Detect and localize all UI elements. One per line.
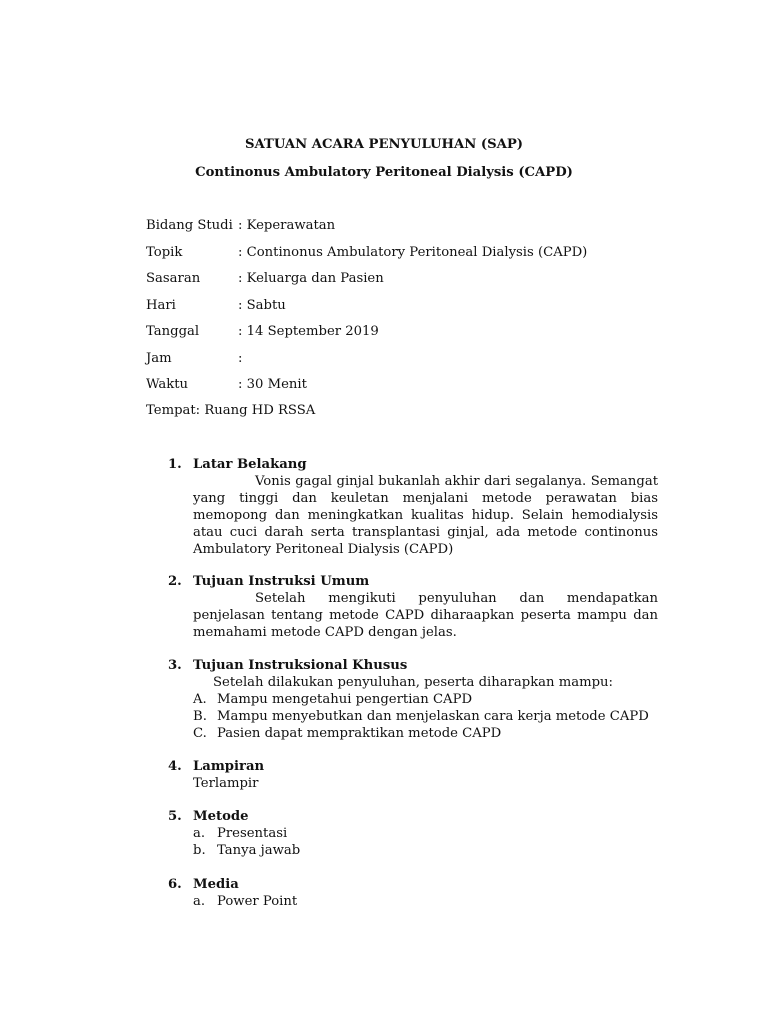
section-text: Terlampir <box>193 776 259 791</box>
info-row <box>146 377 587 404</box>
list-item: A. Mampu mengetahui pengertian CAPD <box>193 692 473 707</box>
list-item: b. Tanya jawab <box>193 843 301 858</box>
info-value: : Keluarga dan Pasien <box>238 271 384 286</box>
objective-list <box>193 691 658 742</box>
info-label: Waktu <box>146 377 189 392</box>
tempat-line: Tempat: Ruang HD RSSA <box>146 403 316 418</box>
info-label: Hari <box>146 297 176 313</box>
section-latar-belakang <box>168 456 658 558</box>
section-text: Setelah mengikuti penyuluhan dan mendapatkan penjelasan tentang metode CAPD diharaapkan peserta mampu dan memahami metode CAPD dengan jelas. <box>193 591 658 640</box>
section-tujuan-khusus <box>168 657 658 742</box>
section-lampiran <box>168 758 658 792</box>
section-text: Vonis gagal ginjal bukanlah akhir dari segalanya. Semangat yang tinggi dan keuletan menjalani metode perawatan bias memopong dan meningkatkan kualitas hidup. Selain hemodialysis atau cuci darah serta transplantasi ginjal, ada metode continonus Ambulatory Peritoneal Dialysis (CAPD) <box>193 474 658 557</box>
info-value: : <box>238 350 243 366</box>
info-value: : Continonus Ambulatory Peritoneal Dialysis (CAPD) <box>238 244 588 260</box>
section-heading: 5. Metode <box>168 809 249 824</box>
info-row <box>146 324 587 351</box>
section-metode <box>168 808 658 859</box>
section-heading: 4. Lampiran <box>168 759 265 774</box>
info-label: Sasaran <box>146 271 201 286</box>
section-media <box>168 876 658 910</box>
info-value: : Keperawatan <box>238 218 336 233</box>
info-row <box>146 245 587 272</box>
list-item: a. Presentasi <box>193 826 288 841</box>
info-value: : 30 Menit <box>238 377 307 392</box>
section-heading: 1. Latar Belakang <box>168 457 307 472</box>
info-row <box>146 271 587 298</box>
info-label: Bidang Studi <box>146 218 233 233</box>
doc-title: SATUAN ACARA PENYULUHAN (SAP) <box>244 137 524 152</box>
section-intro: Setelah dilakukan penyuluhan, peserta diharapkan mampu: <box>213 675 613 690</box>
info-row <box>146 298 587 325</box>
section-heading: 6. Media <box>168 877 239 892</box>
info-label: Topik <box>146 244 183 260</box>
list-item: C. Pasien dapat mempraktikan metode CAPD <box>193 726 502 741</box>
info-row <box>146 218 587 245</box>
info-row <box>146 351 587 378</box>
list-item: B. Mampu menyebutkan dan menjelaskan cara kerja metode CAPD <box>193 709 649 724</box>
info-value: : 14 September 2019 <box>238 324 379 339</box>
section-heading: 2. Tujuan Instruksi Umum <box>168 574 370 589</box>
list-item: a. Power Point <box>193 894 298 909</box>
media-list <box>193 893 658 910</box>
info-table <box>146 218 587 404</box>
info-label: Tanggal <box>146 324 200 339</box>
doc-subtitle: Continonus Ambulatory Peritoneal Dialysis (CAPD) <box>195 165 573 180</box>
info-label: Jam <box>146 350 172 366</box>
section-tujuan-umum <box>168 573 658 641</box>
section-heading: 3. Tujuan Instruksional Khusus <box>168 658 408 673</box>
method-list <box>193 825 658 859</box>
info-value: : Sabtu <box>238 297 286 313</box>
